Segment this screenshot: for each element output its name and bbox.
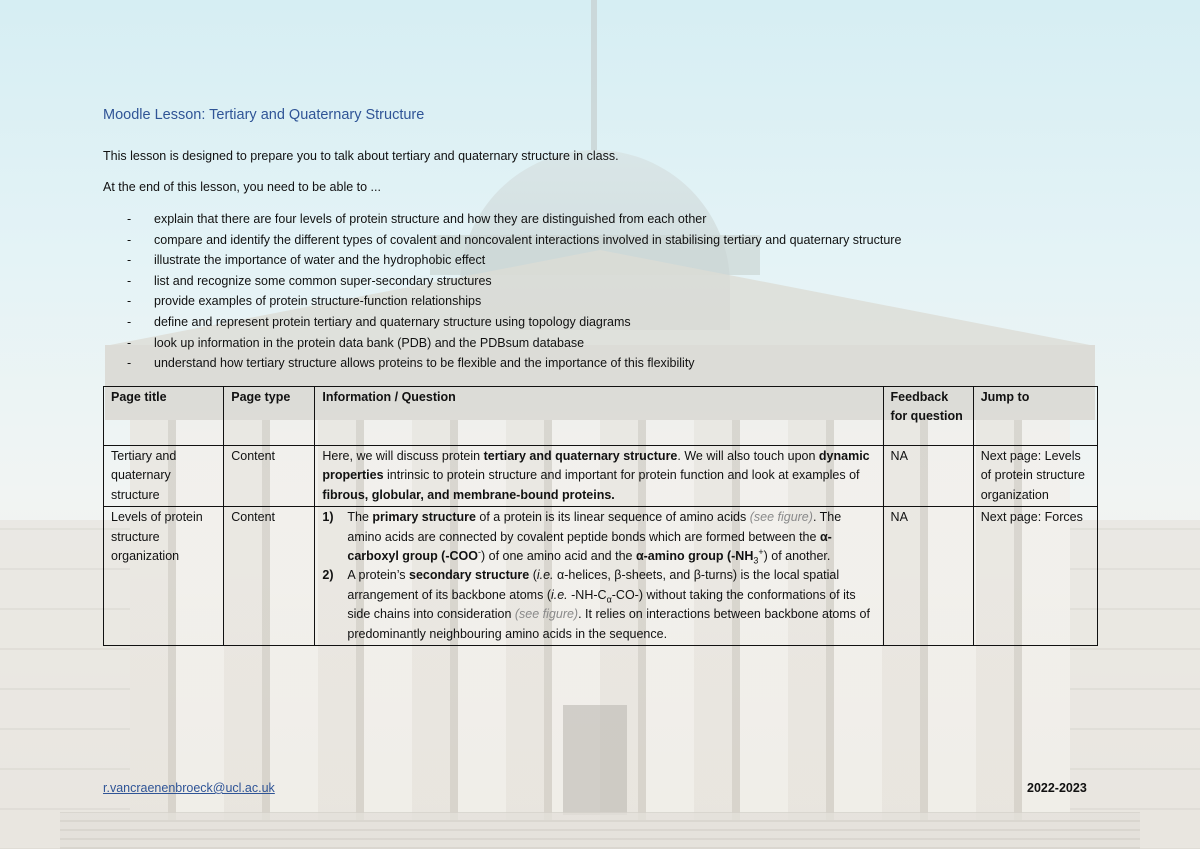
academic-year: 2022-2023 — [1027, 781, 1087, 795]
author-email-link[interactable]: r.vancraenenbroeck@ucl.ac.uk — [103, 781, 275, 795]
cell-page-type: Content — [224, 446, 315, 507]
info-bold: fibrous, globular, and membrane-bound proteins. — [322, 487, 615, 502]
objective-item — [103, 211, 901, 232]
page-title: Moodle Lesson: Tertiary and Quaternary Structure — [103, 107, 425, 123]
cell-information — [315, 507, 883, 646]
info-bold: α-amino group (-NH — [635, 549, 754, 564]
info-text: ) of another. — [763, 549, 831, 564]
objective-item — [103, 314, 901, 335]
info-bold: α-carboxyl group (-COO — [347, 529, 832, 564]
list-item — [322, 566, 874, 644]
info-italic: i.e. — [550, 587, 568, 602]
info-text: ( — [529, 568, 537, 583]
table-row — [104, 446, 1098, 507]
list-dash: - — [127, 335, 132, 350]
cell-page-type: Content — [224, 507, 315, 646]
objective-text: illustrate the importance of water and the hydrophobic effect — [154, 253, 486, 268]
info-text: . We will also touch upon — [677, 449, 819, 463]
superscript: - — [477, 546, 481, 557]
info-bold: primary structure — [372, 510, 476, 525]
info-text: The — [347, 510, 373, 525]
list-number: 2) — [322, 568, 334, 583]
info-text: of a protein is its linear sequence of amino acids — [475, 510, 750, 525]
list-dash: - — [127, 253, 132, 268]
list-dash: - — [127, 294, 132, 309]
info-text: . It relies on interactions between backbone atoms of predominantly neighbouring amino acids in the sequence. — [347, 607, 870, 641]
header-page-type: Page type — [224, 387, 315, 446]
info-text: -CO-) without taking the conformations of its side chains into consideration — [347, 587, 856, 622]
objective-text: understand how tertiary structure allows proteins to be flexible and the importance of this flexibility — [154, 356, 695, 371]
objective-item — [103, 232, 901, 253]
header-jump-to: Jump to — [973, 387, 1097, 446]
figure-reference: (see figure) — [514, 607, 579, 622]
objective-text: compare and identify the different types of covalent and noncovalent interactions involved in stabilising tertiary and quaternary structure — [154, 232, 902, 247]
list-dash: - — [127, 314, 132, 329]
objective-text: define and represent protein tertiary and quaternary structure using topology diagrams — [154, 314, 631, 329]
info-text: Here, we will discuss protein — [322, 449, 484, 463]
cell-page-title: Levels of protein structure organization — [104, 507, 224, 646]
subscript: α — [606, 594, 612, 605]
info-bold: tertiary and quaternary structure — [483, 449, 678, 463]
info-italic: i.e. — [536, 568, 554, 583]
cell-jump-to: Next page: Levels of protein structure organization — [973, 446, 1097, 507]
objective-item — [103, 273, 901, 294]
objective-item — [103, 335, 901, 356]
list-dash: - — [127, 212, 132, 226]
header-page-title: Page title — [104, 387, 224, 446]
lesson-plan-table — [103, 386, 1098, 646]
cell-jump-to: Next page: Forces — [973, 507, 1097, 646]
objective-item — [103, 293, 901, 314]
objective-text: explain that there are four levels of protein structure and how they are distinguished from each other — [154, 212, 707, 226]
cell-page-title: Tertiary and quaternary structure — [104, 446, 224, 507]
list-item — [322, 508, 874, 566]
info-text: ) of one amino acid and the — [480, 549, 636, 564]
objective-text: provide examples of protein structure-function relationships — [154, 294, 482, 309]
cell-information — [315, 446, 883, 507]
list-dash: - — [127, 356, 132, 371]
figure-reference: (see figure) — [749, 510, 813, 525]
list-dash: - — [127, 232, 132, 247]
intro-text: This lesson is designed to prepare you to talk about tertiary and quaternary structure in class. — [103, 149, 619, 163]
table-row — [104, 507, 1098, 646]
objective-item — [103, 252, 901, 273]
cell-feedback: NA — [883, 507, 973, 646]
info-bold: dynamic properties — [322, 449, 870, 483]
cell-feedback: NA — [883, 446, 973, 507]
table-header-row — [104, 387, 1098, 446]
info-text: . The amino acids are connected by covalent peptide bonds which are formed between the — [347, 510, 842, 544]
info-text: -NH-C — [567, 587, 607, 602]
list-dash: - — [127, 273, 132, 288]
numbered-list — [322, 508, 874, 644]
header-feedback: Feedback for question — [883, 387, 973, 446]
info-bold: secondary structure — [409, 568, 530, 583]
superscript: + — [758, 546, 764, 557]
learning-objectives-list — [103, 211, 901, 376]
info-text: A protein’s — [347, 568, 410, 583]
info-text: intrinsic to protein structure and important for protein function and look at examples of — [383, 468, 860, 483]
subscript: 3 — [753, 555, 759, 566]
objective-item — [103, 355, 901, 376]
objective-text: look up information in the protein data bank (PDB) and the PDBsum database — [154, 335, 585, 350]
header-information-question: Information / Question — [315, 387, 883, 446]
outcomes-lead-text: At the end of this lesson, you need to be able to ... — [103, 180, 381, 194]
info-text: α-helices, β-sheets, and β-turns) is the local spatial arrangement of its backbone atoms ( — [347, 568, 840, 602]
objective-text: list and recognize some common super-secondary structures — [154, 273, 492, 288]
list-number: 1) — [322, 510, 334, 525]
